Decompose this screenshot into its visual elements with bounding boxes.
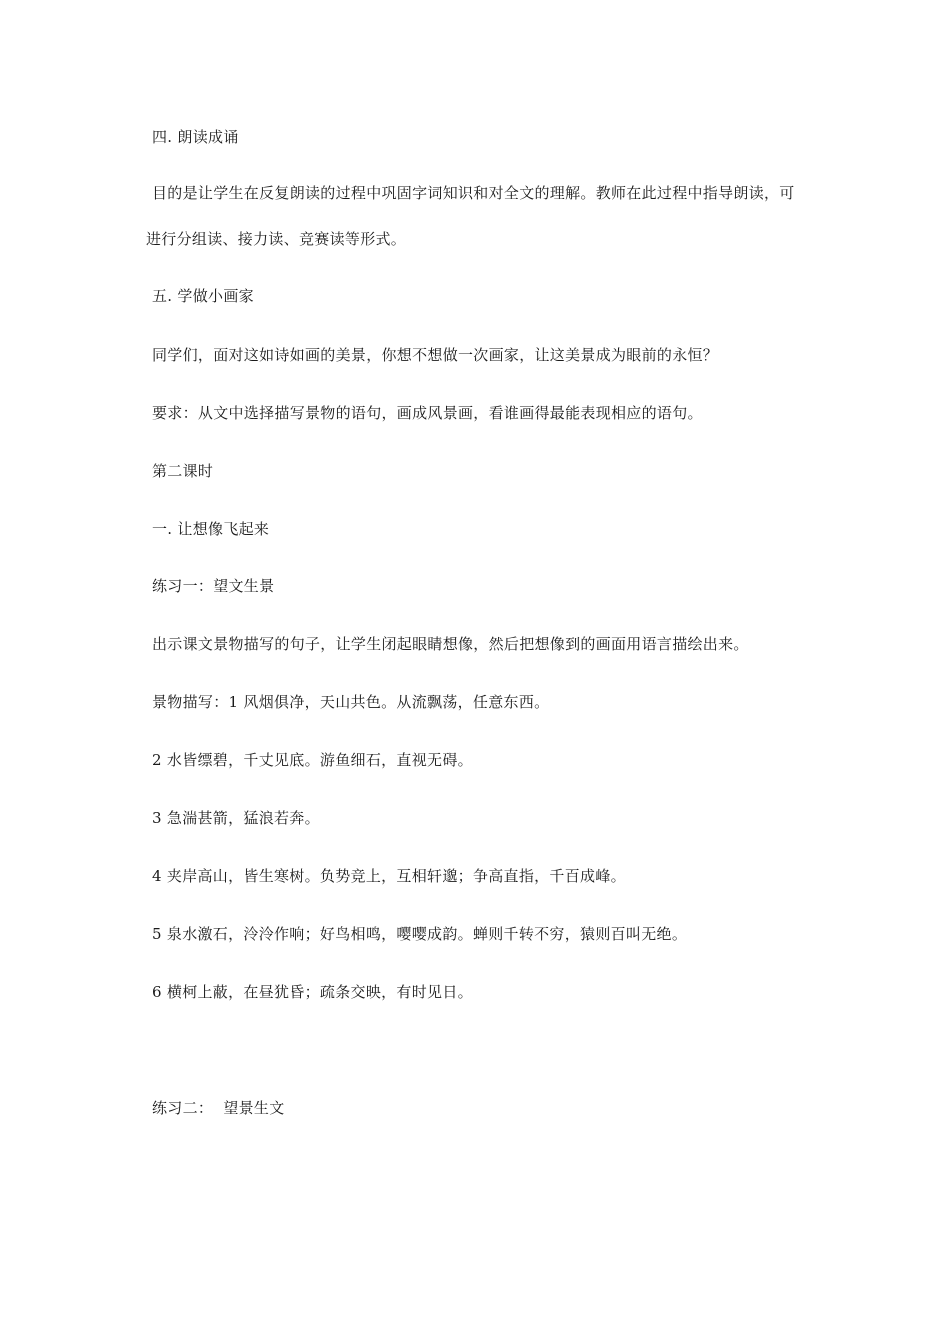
scene-2: 2 水皆缥碧，千丈见底。游鱼细石，直视无碍。 [152,751,473,769]
scenes-label: 景物描写： [152,693,229,711]
exercise1-title: 练习一：望文生景 [152,577,275,595]
scene-6: 6 横柯上蔽，在昼犹昏；疏条交映，有时见日。 [152,983,473,1001]
exercise1-intro: 出示课文景物描写的句子，让学生闭起眼睛想像，然后把想像到的画面用语言描绘出来。 [152,635,749,653]
scene-3: 3 急湍甚箭，猛浪若奔。 [152,809,320,827]
section5-title: 五. 学做小画家 [152,287,254,305]
section5-paragraph-2: 要求：从文中选择描写景物的语句，画成风景画，看谁画得最能表现相应的语句。 [152,404,703,422]
section5-paragraph-1: 同学们，面对这如诗如画的美景，你想不想做一次画家，让这美景成为眼前的永恒？ [152,346,719,364]
lesson2-title: 第二课时 [152,462,214,480]
scene-line-1 [152,692,549,712]
part1-title: 一. 让想像飞起来 [152,520,270,538]
section4-body: 目的是让学生在反复朗读的过程中巩固字词知识和对全文的理解。教师在此过程中指导朗读，可进行分组读、接力读、竞赛读等形式。 [146,184,795,248]
scene-1: 1 风烟俱净，天山共色。从流飘荡，任意东西。 [228,693,550,711]
exercise2-title: 练习二： 望景生文 [152,1099,285,1117]
section4-title: 四. 朗读成诵 [152,128,239,146]
scene-4: 4 夹岸高山，皆生寒树。负势竞上，互相轩邈；争高直指，千百成峰。 [152,867,626,885]
scene-5: 5 泉水激石，泠泠作响；好鸟相鸣，嘤嘤成韵。蝉则千转不穷，猿则百叫无绝。 [152,925,688,943]
